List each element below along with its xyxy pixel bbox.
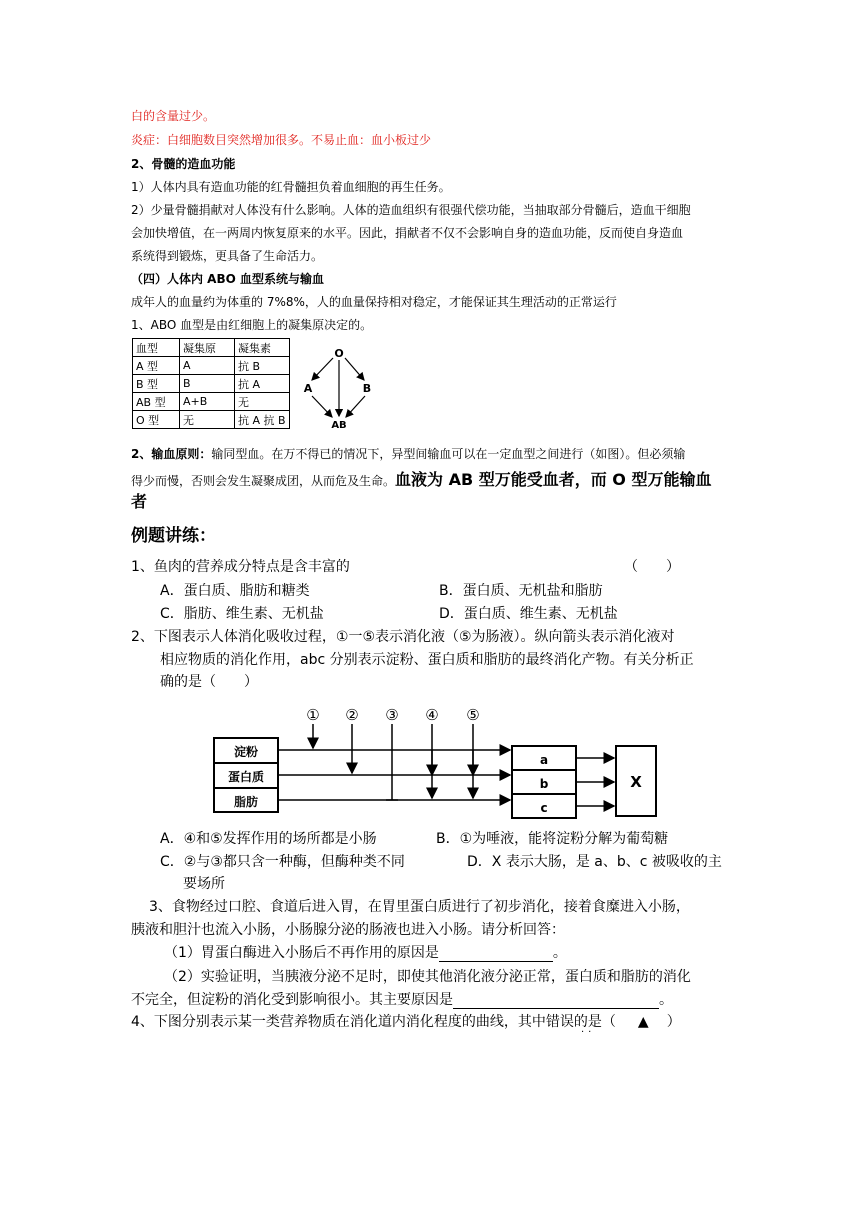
question-stem: 3、食物经过口腔、食道后进入胃，在胃里蛋白质进行了初步消化，接着食糜进入小肠，: [149, 899, 690, 915]
section-heading: （四）人体内 ABO 血型系统与输血: [131, 272, 324, 286]
product-b: b: [539, 777, 549, 791]
arrow: [312, 396, 332, 417]
table-cell: O 型: [133, 411, 180, 429]
answer-blank[interactable]: [439, 947, 553, 962]
label-fat: 脂肪: [233, 795, 259, 809]
question-stem: 确的是（ ）: [160, 674, 258, 690]
period: 。: [659, 992, 673, 1008]
sub-question: [131, 989, 673, 1009]
paragraph-line: 者: [131, 492, 148, 511]
paragraph-line: [131, 445, 685, 462]
emphasis-dots: ··: [581, 1027, 596, 1038]
answer-mark: ▲: [637, 1014, 649, 1030]
question-text: 4、下图分别表示某一类营养物质在消化道内消化程度的曲线，其中错误的是（: [131, 1014, 616, 1030]
question-stem: 相应物质的消化作用，abc 分别表示淀粉、蛋白质和脂肪的最终消化产物。有关分析正: [160, 652, 694, 668]
juice-number: ⑤: [466, 706, 480, 724]
x-label: X: [630, 773, 642, 791]
sub-question-text: 不完全，但淀粉的消化受到影响很小。其主要原因是: [131, 992, 453, 1008]
table-cell: 抗 A 抗 B: [235, 411, 290, 429]
table-cell: 抗 B: [235, 357, 290, 375]
table-row: [133, 375, 290, 393]
option-a: A．④和⑤发挥作用的场所都是小肠: [160, 831, 377, 847]
question-stem: 胰液和胆汁也流入小肠，小肠腺分泌的肠液也进入小肠。请分析回答：: [131, 922, 565, 938]
sub-question-text: （1）胃蛋白酶进入小肠后不再作用的原因是: [164, 945, 439, 961]
option-a: A．蛋白质、脂肪和糖类: [160, 583, 310, 599]
table-header-cell: 凝集素: [235, 339, 290, 357]
text-line: 白的含量过少。: [131, 109, 216, 123]
blood-type-table: [132, 338, 290, 429]
table-cell: A+B: [180, 393, 235, 411]
paragraph-line: 会加快增值，在一两周内恢复原来的水平。因此，捐献者不仅不会影响自身的造血功能，反而使自身造血: [131, 226, 684, 240]
paragraph-line: [131, 467, 711, 490]
arrow: [345, 358, 364, 380]
principle-emphasis: 血液为 AB 型万能受血者，而 O 型万能输血: [395, 470, 712, 489]
table-header-cell: 血型: [133, 339, 180, 357]
transfusion-diagram: [298, 342, 380, 434]
label-protein: 蛋白质: [227, 770, 265, 784]
juice-number: ②: [345, 706, 359, 724]
juice-number: ④: [425, 706, 439, 724]
product-a: a: [539, 753, 549, 767]
digestion-diagram: [210, 702, 660, 824]
answer-blank[interactable]: [453, 994, 659, 1009]
option-c: C．脂肪、维生素、无机盐: [160, 606, 324, 622]
text-line: 炎症：白细胞数目突然增加很多。不易止血：血小板过少: [131, 133, 432, 147]
sub-question: （2）实验证明，当胰液分泌不足时，即使其他消化液分泌正常，蛋白质和脂肪的消化: [164, 969, 691, 985]
paragraph-line: 成年人的血量约为体重的 7%8%，人的血量保持相对稳定，才能保证其生理活动的正常运行: [131, 295, 617, 309]
table-cell: A 型: [133, 357, 180, 375]
table-row: [133, 357, 290, 375]
table-row: [133, 411, 290, 429]
table-cell: B: [180, 375, 235, 393]
paragraph-line: 1、ABO 血型是由红细胞上的凝集原决定的。: [131, 318, 373, 332]
juice-number: ①: [306, 706, 320, 724]
answer-paren: （ ）: [624, 559, 680, 575]
table-cell: 无: [180, 411, 235, 429]
period: 。: [552, 945, 567, 961]
principle-text: 得少而慢，否则会发生凝聚成团，从而危及生命。: [131, 474, 396, 488]
arrow: [312, 358, 333, 380]
question-stem: [131, 1011, 681, 1031]
principle-label: 2、输血原则：: [131, 447, 212, 461]
sub-question: [164, 942, 567, 962]
question-stem: 2、下图表示人体消化吸收过程，①一⑤表示消化液（⑤为肠液）。纵向箭头表示消化液对: [131, 629, 675, 645]
paragraph-line: 2）少量骨髓捐献对人体没有什么影响。人体的造血组织有很强代偿功能，当抽取部分骨髓后，造血干细胞: [131, 203, 691, 217]
node-ab: AB: [331, 420, 347, 431]
question-stem: 1、鱼肉的营养成分特点是含丰富的: [131, 559, 350, 575]
label-starch: 淀粉: [233, 745, 259, 759]
section-heading: 2、骨髓的造血功能: [131, 157, 236, 171]
node-a: A: [303, 382, 313, 395]
option-c: C．②与③都只含一种酶，但酶种类不同: [160, 854, 405, 870]
option-d: D．蛋白质、维生素、无机盐: [439, 606, 618, 622]
principle-text: 输同型血。在万不得已的情况下，异型间输血可以在一定血型之间进行（如图）。但必须输: [211, 447, 686, 461]
option-b: B．①为唾液，能将淀粉分解为葡萄糖: [436, 831, 669, 847]
node-o: O: [334, 347, 344, 360]
node-b: B: [362, 382, 372, 395]
table-row: [133, 393, 290, 411]
section-heading: 例题讲练：: [131, 526, 216, 546]
table-cell: AB 型: [133, 393, 180, 411]
paragraph-line: 1）人体内具有造血功能的红骨髓担负着血细胞的再生任务。: [131, 180, 451, 194]
juice-number: ③: [385, 706, 399, 724]
product-c: c: [540, 801, 548, 815]
paren-close: ）: [666, 1014, 681, 1030]
option-d: D．X 表示大肠，是 a、b、c 被吸收的主: [467, 854, 722, 870]
paragraph-line: 系统得到锻炼，更具备了生命活力。: [131, 249, 324, 263]
table-cell: 抗 A: [235, 375, 290, 393]
option-d-cont: 要场所: [183, 876, 225, 892]
table-cell: B 型: [133, 375, 180, 393]
table-cell: A: [180, 357, 235, 375]
table-cell: 无: [235, 393, 290, 411]
table-header-cell: 凝集原: [180, 339, 235, 357]
arrow: [346, 396, 365, 417]
option-b: B．蛋白质、无机盐和脂肪: [439, 583, 603, 599]
